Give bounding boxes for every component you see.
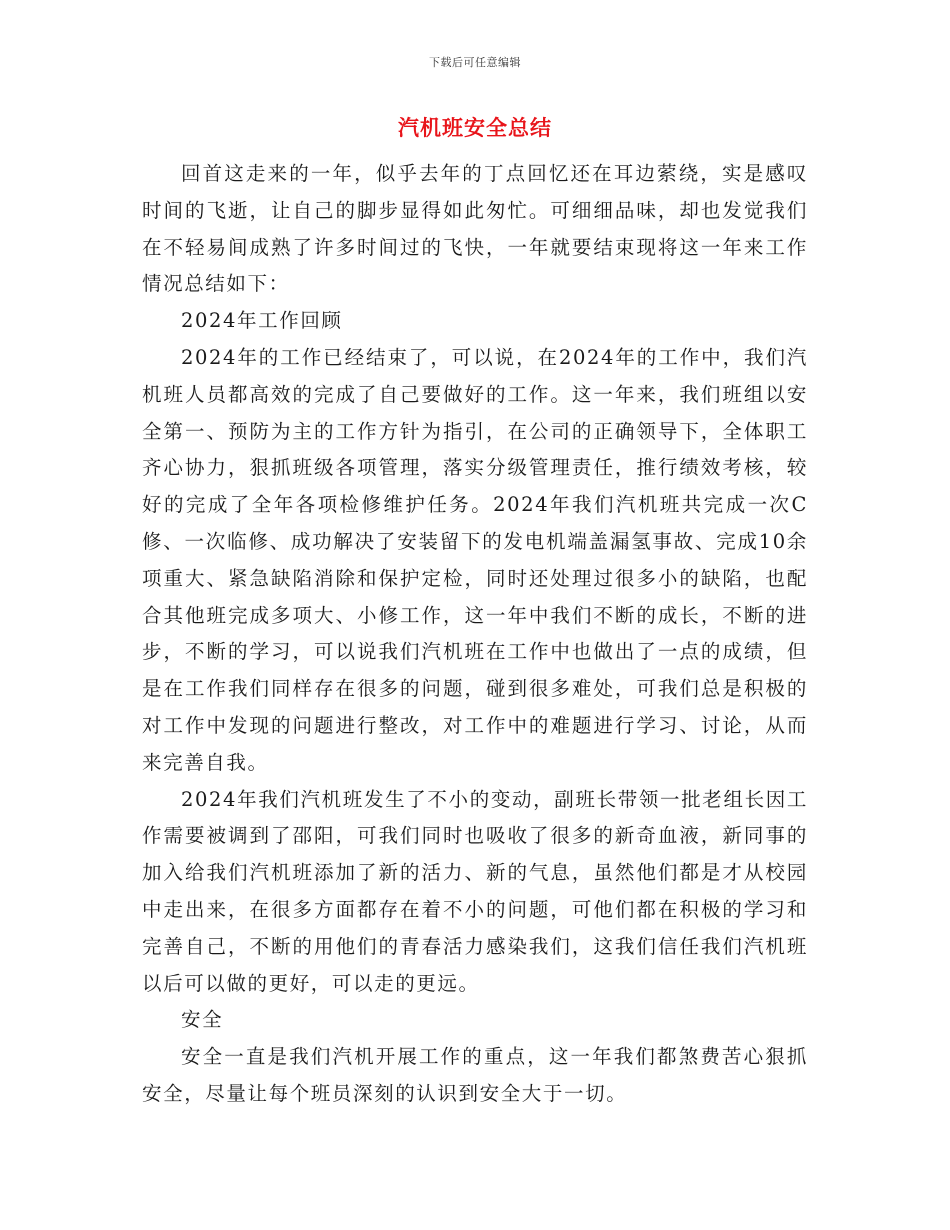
section-heading-safety: 安全	[181, 1008, 224, 1032]
document-body	[142, 156, 808, 1113]
paragraph-changes: 2024年我们汽机班发生了不小的变动，副班长带领一批老组长因工作需要被调到了邵阳，可我们同时也吸收了很多的新奇血液，新同事的加入给我们汽机班添加了新的活力、新的气息，虽然他们都是才从校园中走出来，在很多方面都存在着不小的问题，可他们都在积极的学习和完善自己，不断的用他们的青春活力感染我们，这我们信任我们汽机班以后可以做的更好，可以走的更远。	[142, 787, 808, 995]
header-note: 下载后可任意编辑	[429, 56, 521, 69]
paragraph-intro: 回首这走来的一年，似乎去年的丁点回忆还在耳边萦绕，实是感叹时间的飞逝，让自己的脚步显得如此匆忙。可细细品味，却也发觉我们在不轻易间成熟了许多时间过的飞快，一年就要结束现将这一年来工作情况总结如下：	[142, 162, 808, 296]
document-title: 汽机班安全总结	[398, 115, 552, 140]
paragraph-review: 2024年的工作已经结束了，可以说，在2024年的工作中，我们汽机班人员都高效的完成了自己要做好的工作。这一年来，我们班组以安全第一、预防为主的工作方针为指引，在公司的正确领导下，全体职工齐心协力，狠抓班级各项管理，落实分级管理责任，推行绩效考核，较好的完成了全年各项检修维护任务。2024年我们汽机班共完成一次C修、一次临修、成功解决了安装留下的发电机端盖漏氢事故、完成10余项重大、紧急缺陷消除和保护定检，同时还处理过很多小的缺陷，也配合其他班完成多项大、小修工作，这一年中我们不断的成长，不断的进步，不断的学习，可以说我们汽机班在工作中也做出了一点的成绩，但是在工作我们同样存在很多的问题，碰到很多难处，可我们总是积极的对工作中发现的问题进行整改，对工作中的难题进行学习、讨论，从而来完善自我。	[142, 345, 808, 774]
paragraph-safety: 安全一直是我们汽机开展工作的重点，这一年我们都煞费苦心狠抓安全，尽量让每个班员深刻的认识到安全大于一切。	[142, 1045, 808, 1105]
section-heading-review: 2024年工作回顾	[181, 309, 343, 333]
